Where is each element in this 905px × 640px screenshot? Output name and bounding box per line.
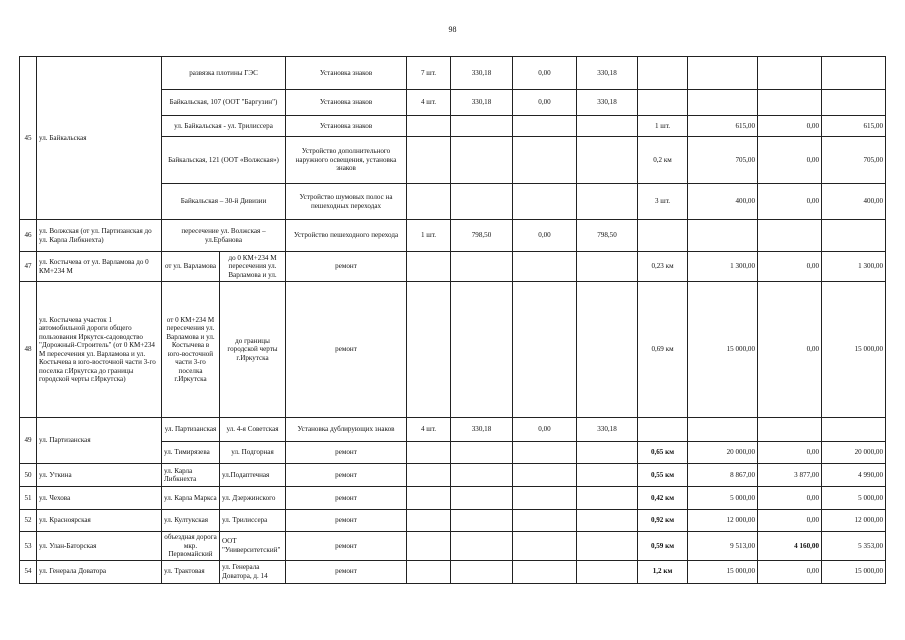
cost-total-cell <box>451 487 513 510</box>
section-cell: Байкальская – 30-й Дивизии <box>162 184 286 220</box>
cost-city-cell <box>577 184 638 220</box>
cost-total-cell: 9 513,00 <box>688 532 758 561</box>
cost-source-cell: 0,00 <box>758 487 822 510</box>
cost-total-cell <box>688 57 758 90</box>
row-number: 48 <box>20 282 37 418</box>
cost-city-cell <box>822 220 886 252</box>
cost-total-cell <box>451 532 513 561</box>
from-cell: ул. Карла Либкнехта <box>162 464 220 487</box>
cost-total-cell: 705,00 <box>688 137 758 184</box>
quantity-cell <box>407 116 451 137</box>
cost-source-cell <box>513 282 577 418</box>
cost-source-cell: 0,00 <box>758 116 822 137</box>
row-number: 47 <box>20 252 37 282</box>
cost-city-cell: 798,50 <box>577 220 638 252</box>
cost-total-cell: 330,18 <box>451 57 513 90</box>
cost-city-cell <box>822 418 886 442</box>
street-cell: ул. Уткина <box>37 464 162 487</box>
work-type-cell: ремонт <box>286 532 407 561</box>
quantity-cell: 0,65 км <box>638 442 688 464</box>
work-type-cell: ремонт <box>286 560 407 583</box>
quantity-cell: 1,2 км <box>638 560 688 583</box>
cost-source-cell: 3 877,00 <box>758 464 822 487</box>
quantity-cell: 0,23 км <box>638 252 688 282</box>
cost-source-cell <box>513 442 577 464</box>
cost-total-cell <box>451 560 513 583</box>
row-number: 52 <box>20 510 37 532</box>
quantity-cell <box>407 560 451 583</box>
cost-source-cell: 0,00 <box>758 510 822 532</box>
street-cell: ул. Чехова <box>37 487 162 510</box>
cost-total-cell <box>688 418 758 442</box>
to-cell: ООТ "Университетский" <box>220 532 286 561</box>
cost-city-cell <box>577 282 638 418</box>
to-cell: ул. 4-я Советская <box>220 418 286 442</box>
cost-total-cell: 5 000,00 <box>688 487 758 510</box>
table-row <box>20 57 886 90</box>
quantity-cell <box>638 418 688 442</box>
street-cell: ул. Костычева от ул. Варламова до 0 КМ+234 М <box>37 252 162 282</box>
quantity-cell <box>638 220 688 252</box>
cost-city-cell: 20 000,00 <box>822 442 886 464</box>
quantity-cell <box>407 184 451 220</box>
to-cell: ул. Трилиссера <box>220 510 286 532</box>
to-cell: ул. Генерала Доватора, д. 14 <box>220 560 286 583</box>
work-type-cell: ремонт <box>286 510 407 532</box>
cost-city-cell: 5 000,00 <box>822 487 886 510</box>
quantity-cell: 0,42 км <box>638 487 688 510</box>
cost-total-cell <box>451 184 513 220</box>
row-number: 45 <box>20 57 37 220</box>
cost-city-cell <box>577 560 638 583</box>
cost-city-cell <box>577 116 638 137</box>
cost-source-cell: 0,00 <box>758 184 822 220</box>
table-row <box>20 464 886 487</box>
work-type-cell: ремонт <box>286 252 407 282</box>
cost-total-cell <box>451 510 513 532</box>
cost-city-cell <box>577 442 638 464</box>
row-number: 51 <box>20 487 37 510</box>
cost-city-cell: 4 990,00 <box>822 464 886 487</box>
cost-source-cell <box>513 252 577 282</box>
cost-source-cell <box>513 532 577 561</box>
cost-total-cell: 15 000,00 <box>688 560 758 583</box>
from-cell: ул. Тимирязева <box>162 442 220 464</box>
cost-city-cell <box>822 90 886 116</box>
quantity-cell: 4 шт. <box>407 90 451 116</box>
street-cell: ул. Улан-Баторская <box>37 532 162 561</box>
work-type-cell: ремонт <box>286 464 407 487</box>
cost-total-cell: 8 867,00 <box>688 464 758 487</box>
cost-city-cell <box>577 252 638 282</box>
row-number: 54 <box>20 560 37 583</box>
cost-total-cell <box>688 90 758 116</box>
section-cell: Байкальская, 121 (ООТ «Волжская») <box>162 137 286 184</box>
to-cell: ул. Дзержинского <box>220 487 286 510</box>
from-cell: от ул. Варламова <box>162 252 220 282</box>
cost-city-cell: 400,00 <box>822 184 886 220</box>
quantity-cell: 7 шт. <box>407 57 451 90</box>
street-cell: ул. Генерала Доватора <box>37 560 162 583</box>
cost-city-cell: 330,18 <box>577 418 638 442</box>
work-type-cell: Устройство шумовых полос на пешеходных переходах <box>286 184 407 220</box>
quantity-cell <box>407 464 451 487</box>
to-cell: ул. Подгорная <box>220 442 286 464</box>
street-cell: ул. Волжская (от ул. Партизанская до ул. Карла Либкнехта) <box>37 220 162 252</box>
section-cell: пересечение ул. Волжская – ул.Ербанова <box>162 220 286 252</box>
row-number: 49 <box>20 418 37 464</box>
cost-source-cell: 0,00 <box>513 220 577 252</box>
quantity-cell <box>638 57 688 90</box>
cost-city-cell <box>822 57 886 90</box>
from-cell: ул. Карла Маркса <box>162 487 220 510</box>
work-type-cell: Устройство дополнительного наружного освещения, установка знаков <box>286 137 407 184</box>
cost-source-cell <box>513 137 577 184</box>
table-row <box>20 510 886 532</box>
cost-source-cell <box>513 184 577 220</box>
table-row <box>20 487 886 510</box>
cost-city-cell <box>577 510 638 532</box>
cost-source-cell <box>513 560 577 583</box>
cost-total-cell: 330,18 <box>451 418 513 442</box>
from-cell: ул. Трактовая <box>162 560 220 583</box>
section-cell: ул. Байкальская - ул. Трилиссера <box>162 116 286 137</box>
cost-city-cell: 15 000,00 <box>822 282 886 418</box>
to-cell: до 0 КМ+234 М пересечения ул. Варламова и ул. <box>220 252 286 282</box>
work-type-cell: Установка знаков <box>286 90 407 116</box>
road-works-table <box>19 56 886 584</box>
quantity-cell: 0,92 км <box>638 510 688 532</box>
cost-source-cell <box>513 487 577 510</box>
cost-source-cell: 0,00 <box>513 90 577 116</box>
cost-city-cell <box>577 464 638 487</box>
cost-source-cell: 0,00 <box>758 560 822 583</box>
cost-city-cell: 1 300,00 <box>822 252 886 282</box>
work-type-cell: Установка дублирующих знаков <box>286 418 407 442</box>
cost-total-cell: 798,50 <box>451 220 513 252</box>
page-number: 98 <box>448 25 457 34</box>
street-cell: ул. Костычева участок 1 автомобильной дороги общего пользования Иркутск-садоводство "Дорожный-Строитель" (от 0 КМ+234 М пересечения ул. Варламова и ул. Костычева в юго-восточной части 3-го поселка г.Иркутска до границы городской черты г.Иркутска) <box>37 282 162 418</box>
from-cell: ул. Партизанская <box>162 418 220 442</box>
cost-total-cell <box>451 252 513 282</box>
cost-source-cell: 0,00 <box>513 418 577 442</box>
cost-city-cell <box>577 487 638 510</box>
quantity-cell <box>407 137 451 184</box>
table-row <box>20 252 886 282</box>
quantity-cell: 1 шт. <box>638 116 688 137</box>
cost-total-cell: 330,18 <box>451 90 513 116</box>
section-cell: Байкальская, 107 (ООТ "Баргузин") <box>162 90 286 116</box>
cost-total-cell <box>451 442 513 464</box>
from-cell: от 0 КМ+234 М пересечения ул. Варламова и ул. Костычева в юго-восточной части 3-го поселка г.Иркутска <box>162 282 220 418</box>
cost-source-cell <box>513 464 577 487</box>
street-cell: ул. Партизанская <box>37 418 162 464</box>
row-number: 53 <box>20 532 37 561</box>
cost-total-cell: 15 000,00 <box>688 282 758 418</box>
table-row <box>20 560 886 583</box>
cost-total-cell <box>688 220 758 252</box>
to-cell: ул.Подаптечная <box>220 464 286 487</box>
cost-total-cell: 615,00 <box>688 116 758 137</box>
cost-city-cell: 330,18 <box>577 57 638 90</box>
cost-city-cell: 615,00 <box>822 116 886 137</box>
table-row <box>20 532 886 561</box>
cost-source-cell <box>758 418 822 442</box>
from-cell: объездная дорога мкр. Первомайский <box>162 532 220 561</box>
cost-total-cell <box>451 464 513 487</box>
quantity-cell: 0,59 км <box>638 532 688 561</box>
work-type-cell: ремонт <box>286 282 407 418</box>
work-type-cell: Установка знаков <box>286 116 407 137</box>
quantity-cell <box>407 510 451 532</box>
work-type-cell: Установка знаков <box>286 57 407 90</box>
street-cell: ул. Красноярская <box>37 510 162 532</box>
cost-total-cell: 400,00 <box>688 184 758 220</box>
cost-city-cell: 5 353,00 <box>822 532 886 561</box>
quantity-cell: 4 шт. <box>407 418 451 442</box>
cost-source-cell: 4 160,00 <box>758 532 822 561</box>
quantity-cell: 3 шт. <box>638 184 688 220</box>
cost-city-cell: 330,18 <box>577 90 638 116</box>
quantity-cell <box>407 252 451 282</box>
cost-city-cell <box>577 137 638 184</box>
row-number: 50 <box>20 464 37 487</box>
quantity-cell <box>407 532 451 561</box>
quantity-cell <box>638 90 688 116</box>
work-type-cell: ремонт <box>286 487 407 510</box>
cost-total-cell: 1 300,00 <box>688 252 758 282</box>
cost-source-cell: 0,00 <box>513 57 577 90</box>
cost-city-cell: 15 000,00 <box>822 560 886 583</box>
quantity-cell: 0,55 км <box>638 464 688 487</box>
cost-city-cell: 705,00 <box>822 137 886 184</box>
cost-source-cell <box>758 90 822 116</box>
quantity-cell <box>407 442 451 464</box>
cost-source-cell <box>758 220 822 252</box>
quantity-cell <box>407 282 451 418</box>
cost-source-cell: 0,00 <box>758 442 822 464</box>
cost-city-cell: 12 000,00 <box>822 510 886 532</box>
quantity-cell: 0,2 км <box>638 137 688 184</box>
quantity-cell <box>407 487 451 510</box>
from-cell: ул. Култукская <box>162 510 220 532</box>
cost-total-cell <box>451 282 513 418</box>
cost-source-cell <box>513 510 577 532</box>
section-cell: развязка плотины ГЭС <box>162 57 286 90</box>
cost-source-cell: 0,00 <box>758 137 822 184</box>
row-number: 46 <box>20 220 37 252</box>
cost-city-cell <box>577 532 638 561</box>
cost-total-cell: 12 000,00 <box>688 510 758 532</box>
to-cell: до границы городской черты г.Иркутска <box>220 282 286 418</box>
table-row <box>20 220 886 252</box>
cost-total-cell <box>451 137 513 184</box>
table-row <box>20 282 886 418</box>
work-type-cell: Устройство пешеходного перехода <box>286 220 407 252</box>
cost-total-cell: 20 000,00 <box>688 442 758 464</box>
quantity-cell: 0,69 км <box>638 282 688 418</box>
work-type-cell: ремонт <box>286 442 407 464</box>
table-row <box>20 418 886 442</box>
street-cell: ул. Байкальская <box>37 57 162 220</box>
cost-source-cell: 0,00 <box>758 282 822 418</box>
cost-source-cell <box>513 116 577 137</box>
quantity-cell: 1 шт. <box>407 220 451 252</box>
cost-source-cell: 0,00 <box>758 252 822 282</box>
cost-total-cell <box>451 116 513 137</box>
cost-source-cell <box>758 57 822 90</box>
